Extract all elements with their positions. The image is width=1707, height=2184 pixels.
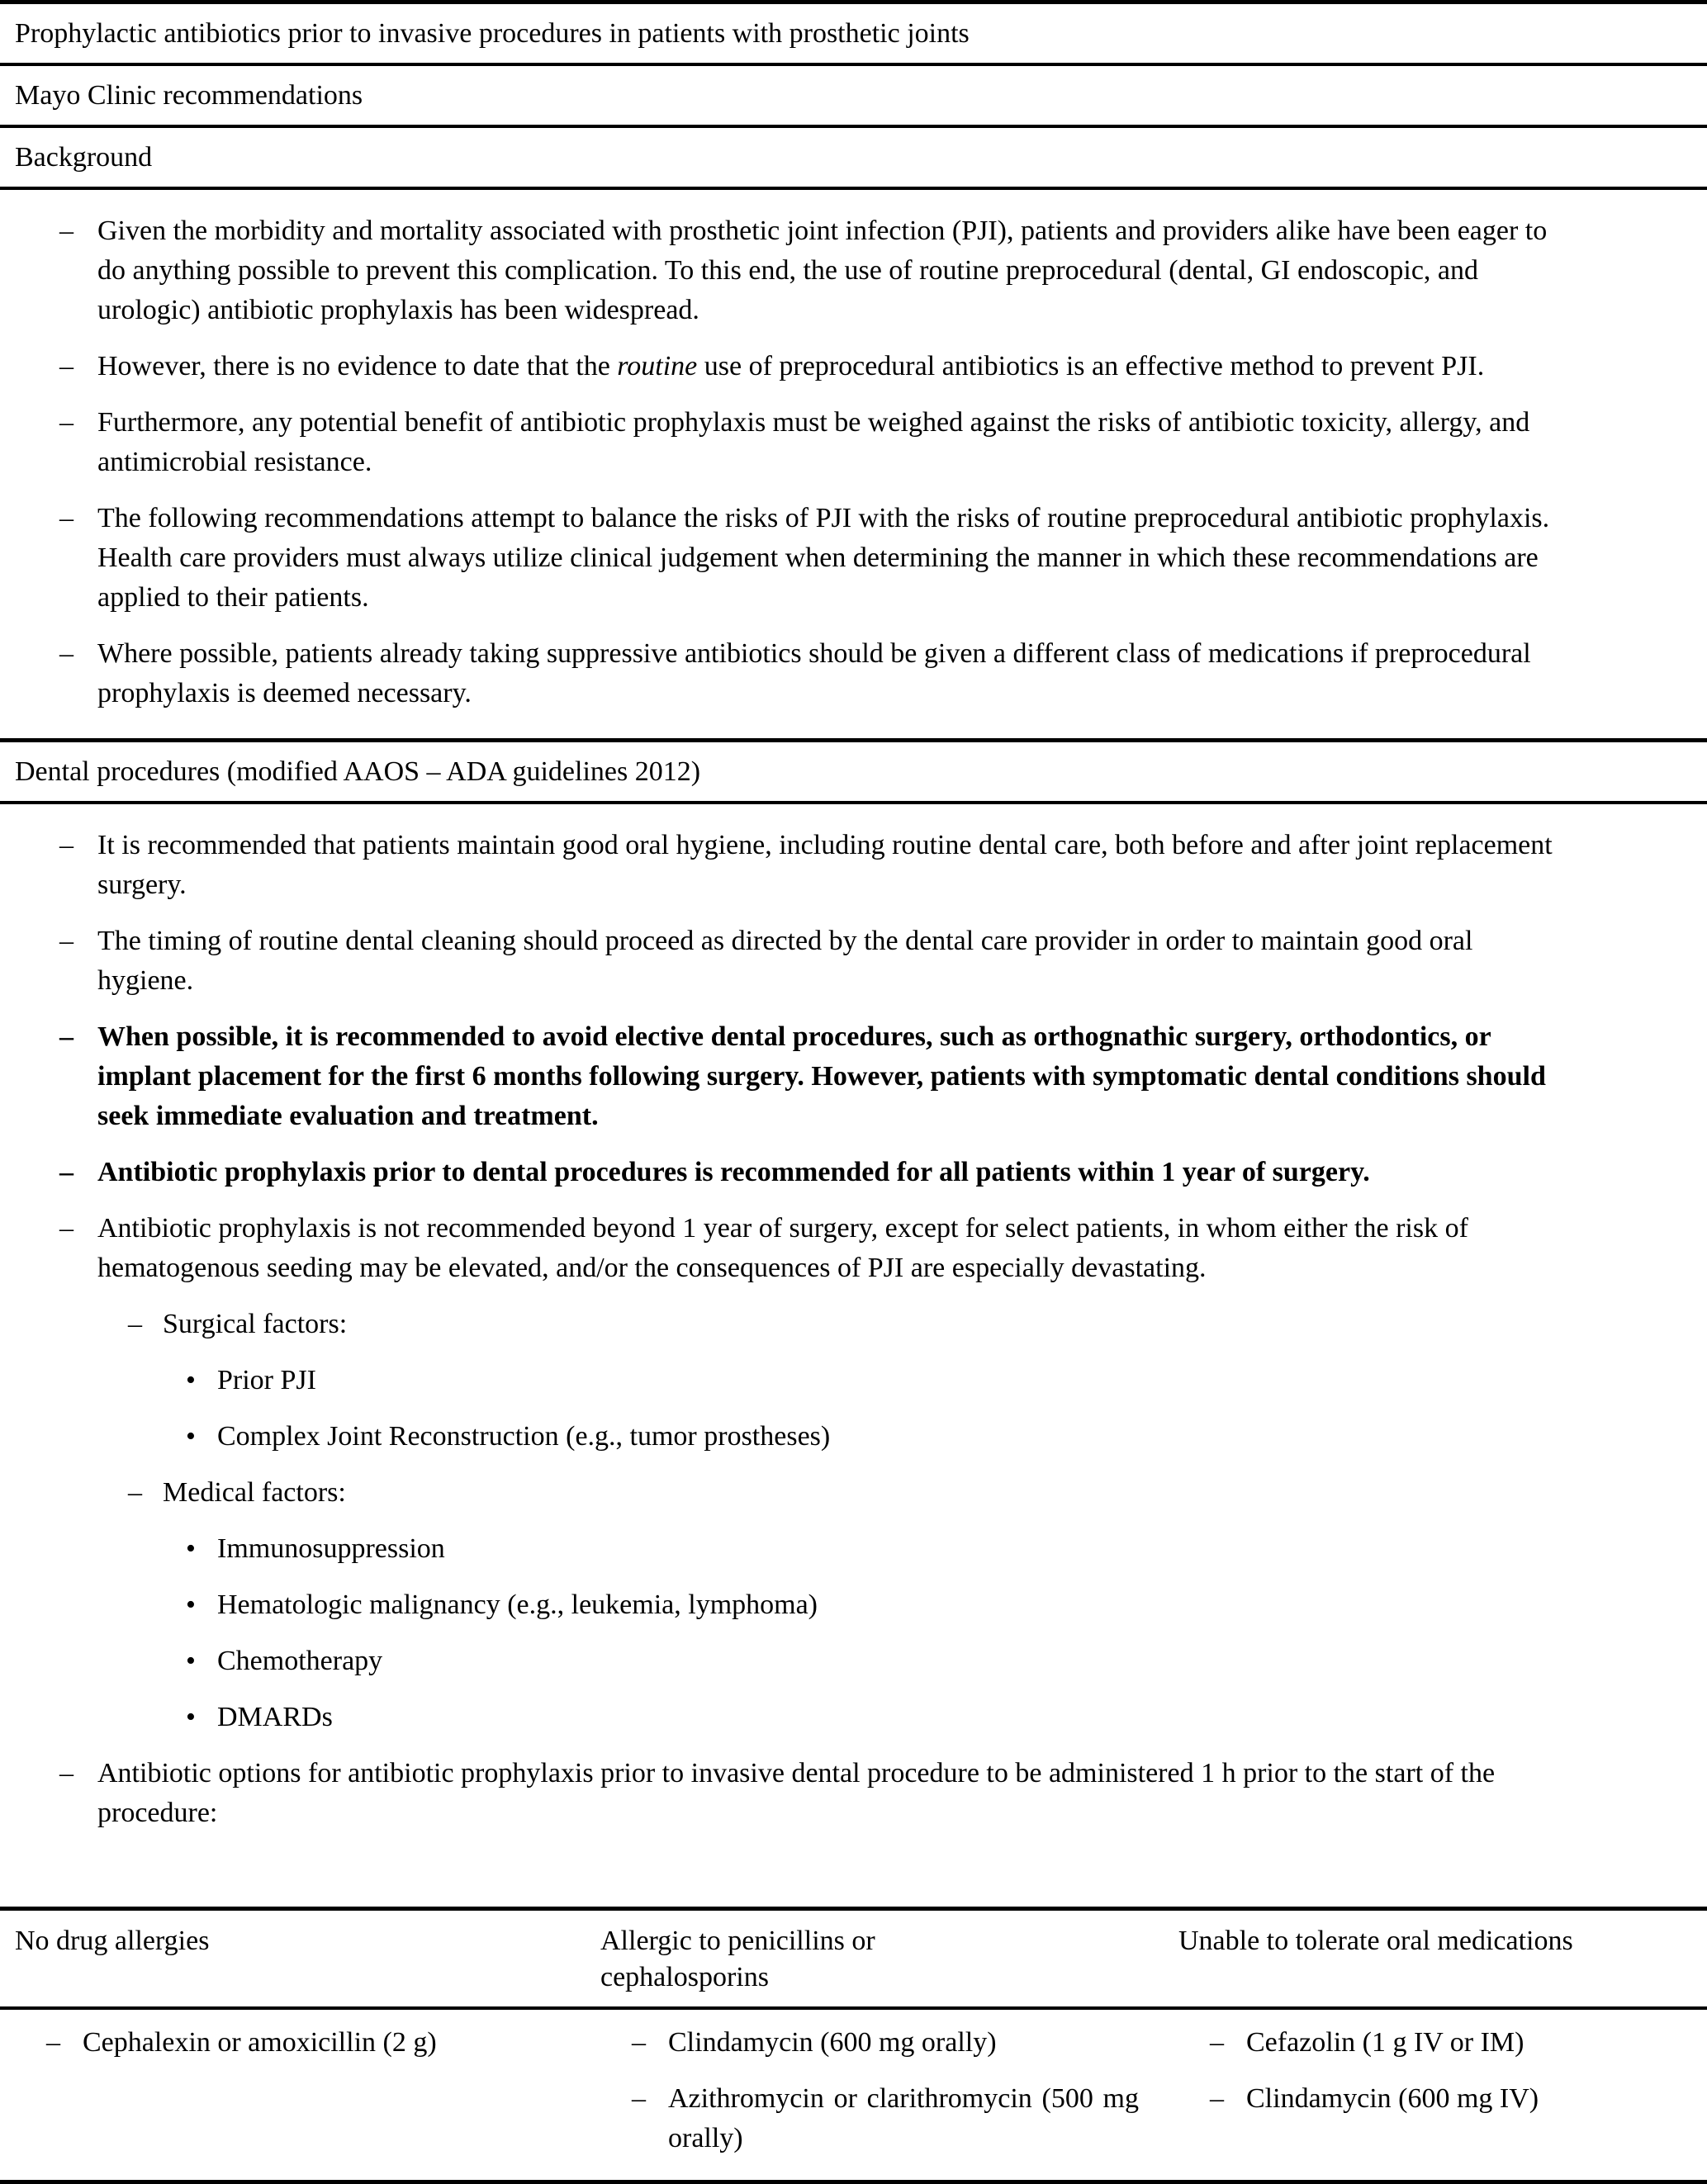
- item-text: Clindamycin (600 mg orally): [668, 2027, 997, 2058]
- item-text-post: use of preprocedural antibiotics is an effective method to prevent PJI.: [697, 351, 1485, 381]
- item-text: Antibiotic prophylaxis prior to dental procedures is recommended for all patients within 1 year of surgery.: [97, 1157, 1370, 1187]
- item-text: Cefazolin (1 g IV or IM): [1246, 2027, 1524, 2058]
- item-text: The timing of routine dental cleaning should proceed as directed by the dental care provider in order to maintain good oral hygiene.: [97, 926, 1473, 996]
- dash-marker: –: [1210, 2083, 1224, 2114]
- antibiotic-options-table: [0, 1907, 1707, 2184]
- column-header-no-oral: Unable to tolerate oral medications: [1178, 1926, 1573, 1956]
- item-text: Complex Joint Reconstruction (e.g., tumor prostheses): [217, 1421, 831, 1452]
- list-item: [0, 403, 1707, 482]
- item-text: Medical factors:: [163, 1477, 346, 1508]
- table-subtitle: Mayo Clinic recommendations: [15, 80, 363, 111]
- item-text: Surgical factors:: [163, 1309, 348, 1339]
- bullet-marker: •: [186, 1533, 196, 1564]
- list-item: [1164, 2079, 1682, 2119]
- list-item: [0, 826, 1707, 905]
- list-item: [586, 2023, 1139, 2063]
- table-cell-penicillin-allergy: [586, 2023, 1164, 2158]
- dash-marker: –: [59, 503, 73, 533]
- dental-list: [0, 804, 1707, 1858]
- table-header-row: [0, 1911, 1707, 2006]
- table-cell-no-allergies: [0, 2023, 586, 2158]
- list-item-bullet: [0, 1585, 1707, 1625]
- list-item: [1164, 2023, 1682, 2063]
- item-text: Hematologic malignancy (e.g., leukemia, lymphoma): [217, 1589, 818, 1620]
- item-text: Immunosuppression: [217, 1533, 445, 1564]
- list-item: [0, 1209, 1707, 1288]
- dash-marker: –: [632, 2083, 646, 2114]
- dash-marker: –: [59, 1758, 73, 1788]
- list-item: [586, 2079, 1139, 2158]
- list-item: [0, 1017, 1707, 1136]
- item-text: It is recommended that patients maintain good oral hygiene, including routine dental care, both before and after joint replacement surgery.: [97, 830, 1553, 900]
- background-list: [0, 190, 1707, 738]
- table-bottom-rule: [0, 2180, 1707, 2184]
- dash-marker: –: [632, 2027, 646, 2058]
- list-item: [0, 634, 1707, 713]
- list-item-bullet: [0, 1529, 1707, 1569]
- dash-marker: –: [59, 216, 73, 246]
- background-header-row: [0, 128, 1707, 187]
- item-text: Cephalexin or amoxicillin (2 g): [83, 2027, 437, 2058]
- dash-marker: –: [1210, 2027, 1224, 2058]
- dental-header-row: [0, 742, 1707, 801]
- column-header-no-allergies: No drug allergies: [15, 1926, 210, 1956]
- dash-marker: –: [46, 2027, 60, 2058]
- list-item-bullet: [0, 1698, 1707, 1737]
- bullet-marker: •: [186, 1421, 196, 1452]
- item-text-italic: routine: [617, 351, 698, 381]
- item-text: Azithromycin or clarithromycin (500 mg orally): [668, 2083, 1139, 2153]
- item-text: Clindamycin (600 mg IV): [1246, 2083, 1539, 2114]
- dash-marker: –: [59, 830, 73, 860]
- background-section-header: Background: [15, 142, 153, 173]
- table-body-row: [0, 2010, 1707, 2180]
- dash-marker: –: [59, 926, 73, 956]
- dental-section-header: Dental procedures (modified AAOS – ADA guidelines 2012): [15, 756, 701, 787]
- item-text: Antibiotic options for antibiotic prophylaxis prior to invasive dental procedure to be administered 1 h prior to the start of the procedure:: [97, 1758, 1496, 1828]
- dash-marker: –: [59, 1213, 73, 1244]
- list-item: [0, 1153, 1707, 1192]
- dash-marker: –: [128, 1477, 142, 1508]
- bullet-marker: •: [186, 1589, 196, 1620]
- list-item-sub: [0, 1305, 1707, 1344]
- bullet-marker: •: [186, 1646, 196, 1676]
- list-item-bullet: [0, 1642, 1707, 1681]
- bullet-marker: •: [186, 1365, 196, 1395]
- list-item: [0, 499, 1707, 618]
- item-text-pre: However, there is no evidence to date that the: [97, 351, 618, 381]
- dash-marker: –: [128, 1309, 142, 1339]
- item-text: DMARDs: [217, 1702, 333, 1732]
- bullet-marker: •: [186, 1702, 196, 1732]
- item-text: Antibiotic prophylaxis is not recommended beyond 1 year of surgery, except for select patients, in whom either the risk of hematogenous seeding may be elevated, and/or the consequences of PJI are especially devastating.: [97, 1213, 1468, 1283]
- subtitle-row: [0, 66, 1707, 125]
- list-item-sub: [0, 1473, 1707, 1513]
- item-text: The following recommendations attempt to balance the risks of PJI with the risks of routine preprocedural antibiotic prophylaxis. Health care providers must always utilize clinical judgement when determining the manner in which these recommendations are applied to their patients.: [97, 503, 1550, 613]
- item-text: [97, 347, 1562, 386]
- table-title: Prophylactic antibiotics prior to invasive procedures in patients with prosthetic joints: [15, 18, 970, 49]
- list-item: [0, 2023, 561, 2063]
- list-item: [0, 211, 1707, 330]
- list-item: [0, 1754, 1707, 1833]
- item-text: Furthermore, any potential benefit of antibiotic prophylaxis must be weighed against the risks of antibiotic toxicity, allergy, and antimicrobial resistance.: [97, 407, 1530, 477]
- title-row: [0, 4, 1707, 63]
- column-header-penicillin-allergy: Allergic to penicillins or cephalosporins: [600, 1926, 875, 1992]
- list-item: [0, 347, 1707, 386]
- list-item-bullet: [0, 1361, 1707, 1400]
- dash-marker: –: [59, 351, 73, 381]
- item-text: Where possible, patients already taking suppressive antibiotics should be given a different class of medications if preprocedural prophylaxis is deemed necessary.: [97, 638, 1531, 708]
- item-text: Given the morbidity and mortality associated with prosthetic joint infection (PJI), patients and providers alike have been eager to do anything possible to prevent this complication. To this end, the use of routine preprocedural (dental, GI endoscopic, and urologic) antibiotic prophylaxis has been widespread.: [97, 216, 1548, 325]
- dash-marker: –: [59, 1157, 73, 1187]
- dash-marker: –: [59, 1021, 73, 1052]
- table-cell-no-oral: [1164, 2023, 1707, 2158]
- dash-marker: –: [59, 407, 73, 438]
- item-text: Chemotherapy: [217, 1646, 383, 1676]
- item-text: Prior PJI: [217, 1365, 316, 1395]
- item-text: When possible, it is recommended to avoid elective dental procedures, such as orthognathic surgery, orthodontics, or implant placement for the first 6 months following surgery. However, patients with symptomatic dental conditions should seek immediate evaluation and treatment.: [97, 1021, 1546, 1131]
- list-item-bullet: [0, 1417, 1707, 1457]
- list-item: [0, 921, 1707, 1001]
- dash-marker: –: [59, 638, 73, 669]
